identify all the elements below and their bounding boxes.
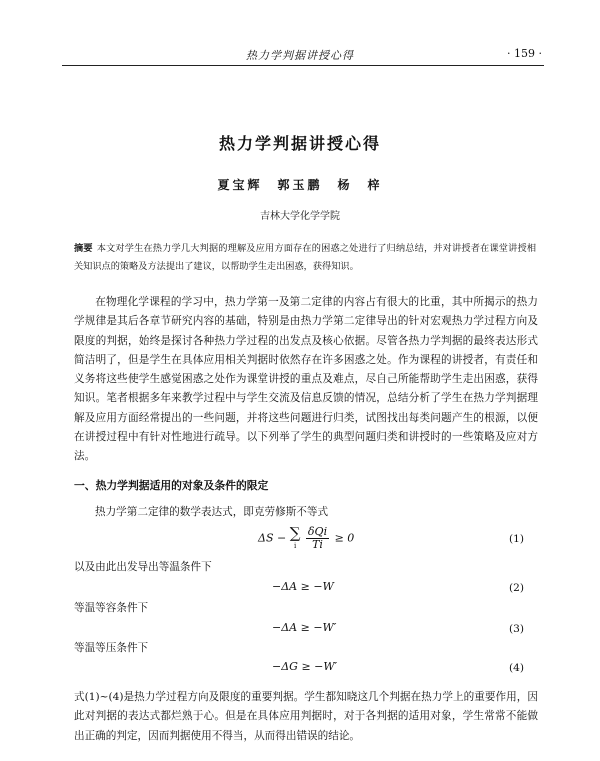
header-rule — [62, 65, 544, 66]
affiliation: 吉林大学化学学院 — [260, 211, 340, 222]
section-heading: 一、热力学判据适用的对象及条件的限定 — [74, 479, 269, 492]
clausius-intro: 热力学第二定律的数学表达式，即克劳修斯不等式 — [95, 506, 329, 518]
eq1-denominator: Ti — [312, 538, 323, 551]
page-number: · 159 · — [507, 47, 542, 60]
equation-3: −ΔA ≥ −W′ — [272, 621, 337, 634]
eq1-fraction — [306, 526, 329, 551]
equation-1 — [258, 526, 354, 551]
isovolumic-intro: 等温等容条件下 — [74, 602, 149, 614]
intro-paragraph: 在物理化学课程的学习中，热力学第一及第二定律的内容占有很大的比重，其中所揭示的热力学规律是其后各章节研究内容的基础，特别是由热力学第二定律导出的针对宏观热力学过程方向及限度的判据，始终是探讨各种热力学过程的出发点及核心依据。尽管各热力学判据的最终表达形式简洁明了，但是学生在具体应用相关判据时依然存在许多困惑之处。作为课程的讲授者，有责任和义务将这些使学生感觉困惑之处作为课堂讲授的重点及难点，尽自己所能帮助学生走出困惑，获得知识。笔者根据多年来教学过程中与学生交流及信息反馈的情况，总结分析了学生在热力学判据理解及应用方面经常提出的一些问题，并将这些问题进行归类，试图找出每类问题产生的根源，以便在讲授过程中有针对性地进行疏导。以下列举了学生的典型问题归类和讲授时的一些策略及应对方法。 — [74, 296, 538, 463]
eq1-rhs: ≥ 0 — [334, 531, 355, 545]
eq1-numerator: δQi — [307, 525, 328, 538]
abstract-label: 摘要 — [74, 243, 93, 254]
eq3-number: (3) — [508, 623, 524, 635]
abstract — [74, 240, 536, 276]
eq1-sum-index: i — [293, 542, 297, 550]
closing-paragraph: 式(1)~(4)是热力学过程方向及限度的重要判据。学生都知晓这几个判据在热力学上的重要作用，因此对判据的表达式都烂熟于心。但是在具体应用判据时，对于各判据的适用对象，学生常常不能做出正确的判定，因而判据使用不得当，从而得出错误的结论。 — [74, 691, 538, 742]
eq1-lhs: ΔS − — [258, 531, 287, 545]
authors: 夏宝辉 郭玉鹏 杨 梓 — [217, 178, 383, 192]
article-title: 热力学判据讲授心得 — [218, 134, 381, 153]
equation-4: −ΔG ≥ −W′ — [272, 660, 338, 673]
equation-2: −ΔA ≥ −W — [272, 580, 334, 593]
isothermal-intro: 以及由此出发导出等温条件下 — [74, 561, 212, 573]
isobaric-intro: 等温等压条件下 — [74, 642, 149, 654]
abstract-text: 本文对学生在热力学几大判据的理解及应用方面存在的困惑之处进行了归纳总结，并对讲授者在课堂讲授相关知识点的策略及方法提出了建议，以帮助学生走出困惑，获得知识。 — [74, 243, 537, 272]
running-title: 热力学判据讲授心得 — [246, 49, 354, 62]
eq2-number: (2) — [508, 582, 524, 594]
eq4-number: (4) — [508, 662, 524, 674]
eq1-number: (1) — [508, 533, 524, 545]
sum-symbol: ∑ i — [289, 524, 301, 550]
